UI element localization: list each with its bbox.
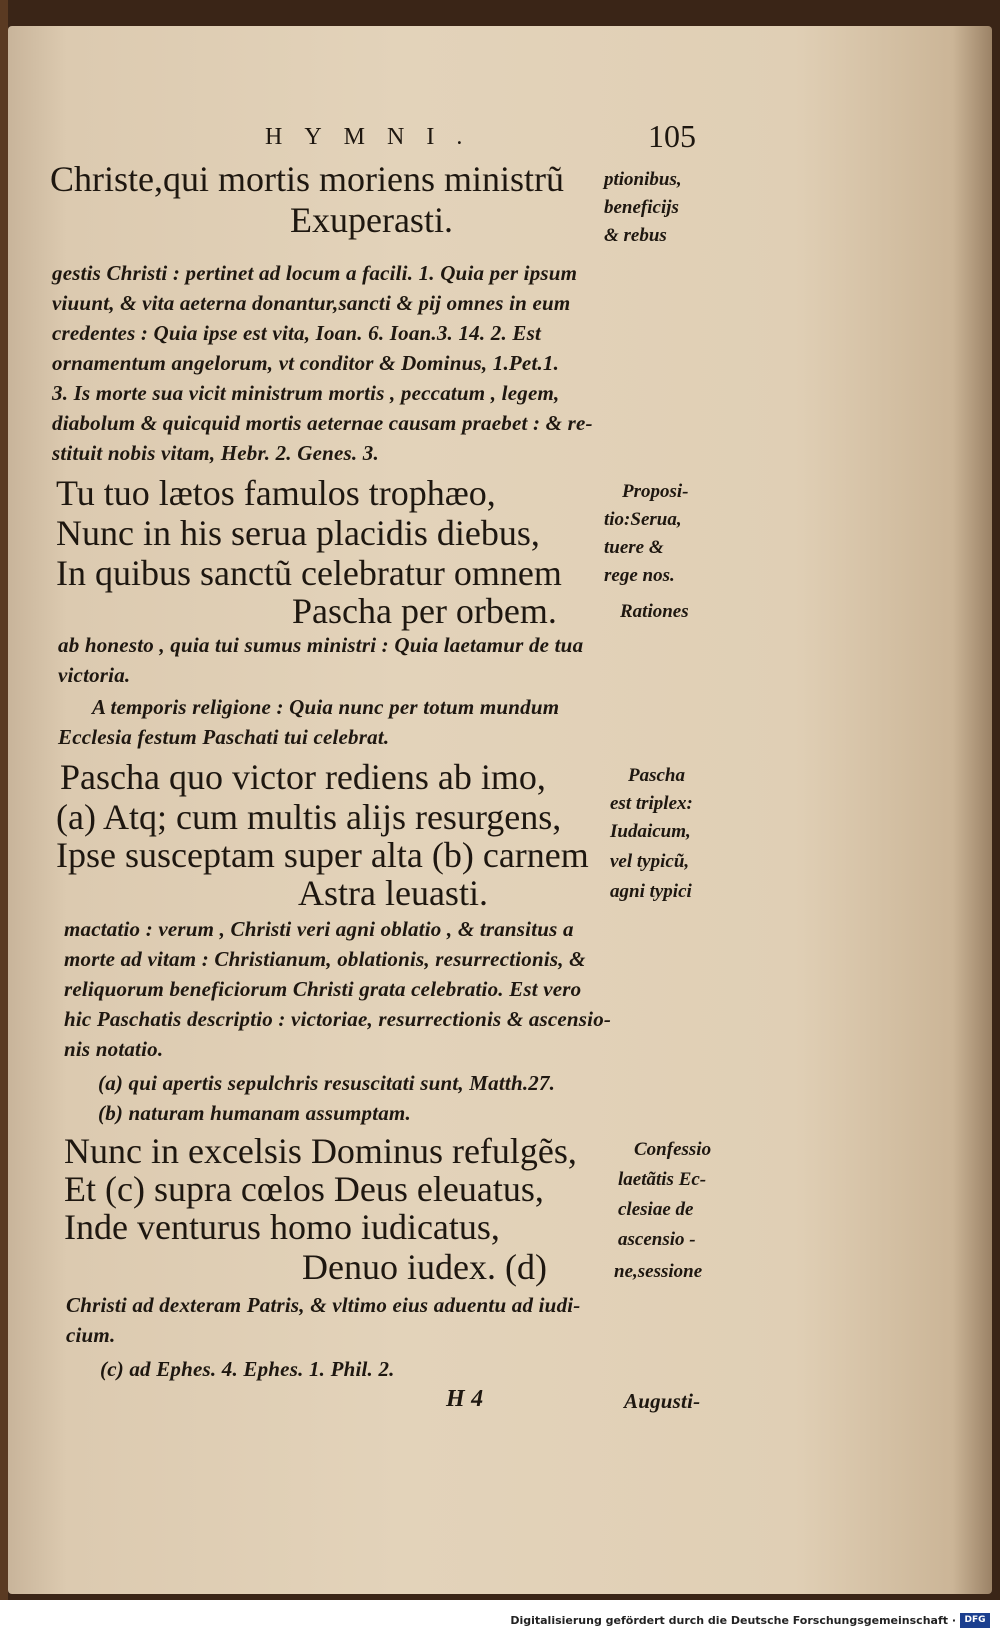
commentary-line: cium.	[66, 1323, 116, 1347]
verse-line: (a) Atq; cum multis alijs resurgens,	[56, 797, 562, 837]
commentary-line: victoria.	[58, 663, 131, 687]
verse-line: Inde venturus homo iudicatus,	[64, 1207, 500, 1247]
commentary-line: diabolum & quicquid mortis aeternae causam praebet : & re-	[52, 411, 593, 435]
commentary-line: stituit nobis vitam, Hebr. 2. Genes. 3.	[52, 441, 379, 465]
margin-note: Rationes	[620, 601, 689, 622]
commentary-line: mactatio : verum , Christi veri agni oblatio , & transitus a	[64, 917, 574, 941]
footer-bar	[0, 1610, 1000, 1635]
verse-line: Astra leuasti.	[298, 873, 488, 913]
verse-line: Denuo iudex. (d)	[302, 1247, 547, 1287]
footnote: (c) ad Ephes. 4. Ephes. 1. Phil. 2.	[100, 1357, 395, 1381]
verse-line: Nunc in excelsis Dominus refulgẽs,	[64, 1131, 577, 1171]
margin-note: & rebus	[604, 225, 667, 246]
margin-note: rege nos.	[604, 565, 675, 586]
verse-line: Nunc in his serua placidis diebus,	[56, 513, 540, 553]
signature-mark: H 4	[446, 1386, 484, 1412]
verse-line: Tu tuo lætos famulos trophæo,	[56, 473, 496, 513]
footnote: (b) naturam humanam assumptam.	[98, 1101, 411, 1125]
commentary-line: Christi ad dexteram Patris, & vltimo eius aduentu ad iudi-	[66, 1293, 581, 1317]
margin-note: ne,sessione	[614, 1261, 703, 1282]
margin-note: Confessio	[634, 1139, 712, 1160]
commentary-line: Ecclesia festum Paschati tui celebrat.	[58, 725, 390, 749]
catchword: Augusti-	[624, 1389, 701, 1413]
commentary-line: ornamentum angelorum, vt conditor & Dominus, 1.Pet.1.	[52, 351, 560, 375]
margin-note: clesiae de	[618, 1199, 694, 1220]
commentary-line: ab honesto , quia tui sumus ministri : Quia laetamur de tua	[58, 633, 584, 657]
dfg-logo: DFG	[960, 1613, 990, 1628]
margin-note: Pascha	[628, 765, 685, 786]
margin-note: vel typicũ,	[610, 851, 690, 872]
verse-line: Ipse susceptam super alta (b) carnem	[56, 835, 589, 875]
margin-note: est triplex:	[610, 793, 693, 814]
verse-line: Et (c) supra cœlos Deus eleuatus,	[64, 1169, 544, 1209]
margin-note: laetãtis Ec-	[618, 1169, 707, 1190]
commentary-line: A temporis religione : Quia nunc per totum mundum	[92, 695, 560, 719]
commentary-line: hic Paschatis descriptio : victoriae, resurrectionis & ascensio-	[64, 1007, 612, 1031]
margin-note: tio:Serua,	[604, 509, 682, 530]
verse-line: Pascha quo victor rediens ab imo,	[60, 757, 546, 797]
margin-note: beneficijs	[604, 197, 679, 218]
margin-note: ascensio -	[618, 1229, 696, 1250]
commentary-line: morte ad vitam : Christianum, oblationis, resurrectionis, &	[64, 947, 586, 971]
commentary-line: credentes : Quia ipse est vita, Ioan. 6. Ioan.3. 14. 2. Est	[52, 321, 541, 345]
verse-line: In quibus sanctũ celebratur omnem	[56, 553, 562, 593]
commentary-line: gestis Christi : pertinet ad locum a facili. 1. Quia per ipsum	[52, 261, 578, 285]
footnote: (a) qui apertis sepulchris resuscitati sunt, Matth.27.	[98, 1071, 556, 1095]
margin-note: tuere &	[604, 537, 664, 558]
margin-note: Iudaicum,	[610, 821, 691, 842]
verse-line: Christe,qui mortis moriens ministrũ	[50, 159, 564, 199]
book-edge	[0, 0, 8, 1600]
running-head: HYMNI.	[265, 124, 485, 150]
commentary-line: reliquorum beneficiorum Christi grata celebratio. Est vero	[64, 977, 582, 1001]
commentary-line: 3. Is morte sua vicit ministrum mortis , peccatum , legem,	[52, 381, 560, 405]
funding-credit: Digitalisierung gefördert durch die Deutsche Forschungsgemeinschaft ·	[510, 1614, 956, 1627]
commentary-line: viuunt, & vita aeterna donantur,sancti & pij omnes in eum	[52, 291, 571, 315]
page-number: 105	[648, 118, 696, 154]
verse-line: Pascha per orbem.	[292, 591, 557, 631]
commentary-line: nis notatio.	[64, 1037, 164, 1061]
margin-note: Proposi-	[622, 481, 689, 502]
margin-note: agni typici	[610, 881, 692, 902]
margin-note: ptionibus,	[604, 169, 682, 190]
verse-line: Exuperasti.	[290, 200, 453, 240]
